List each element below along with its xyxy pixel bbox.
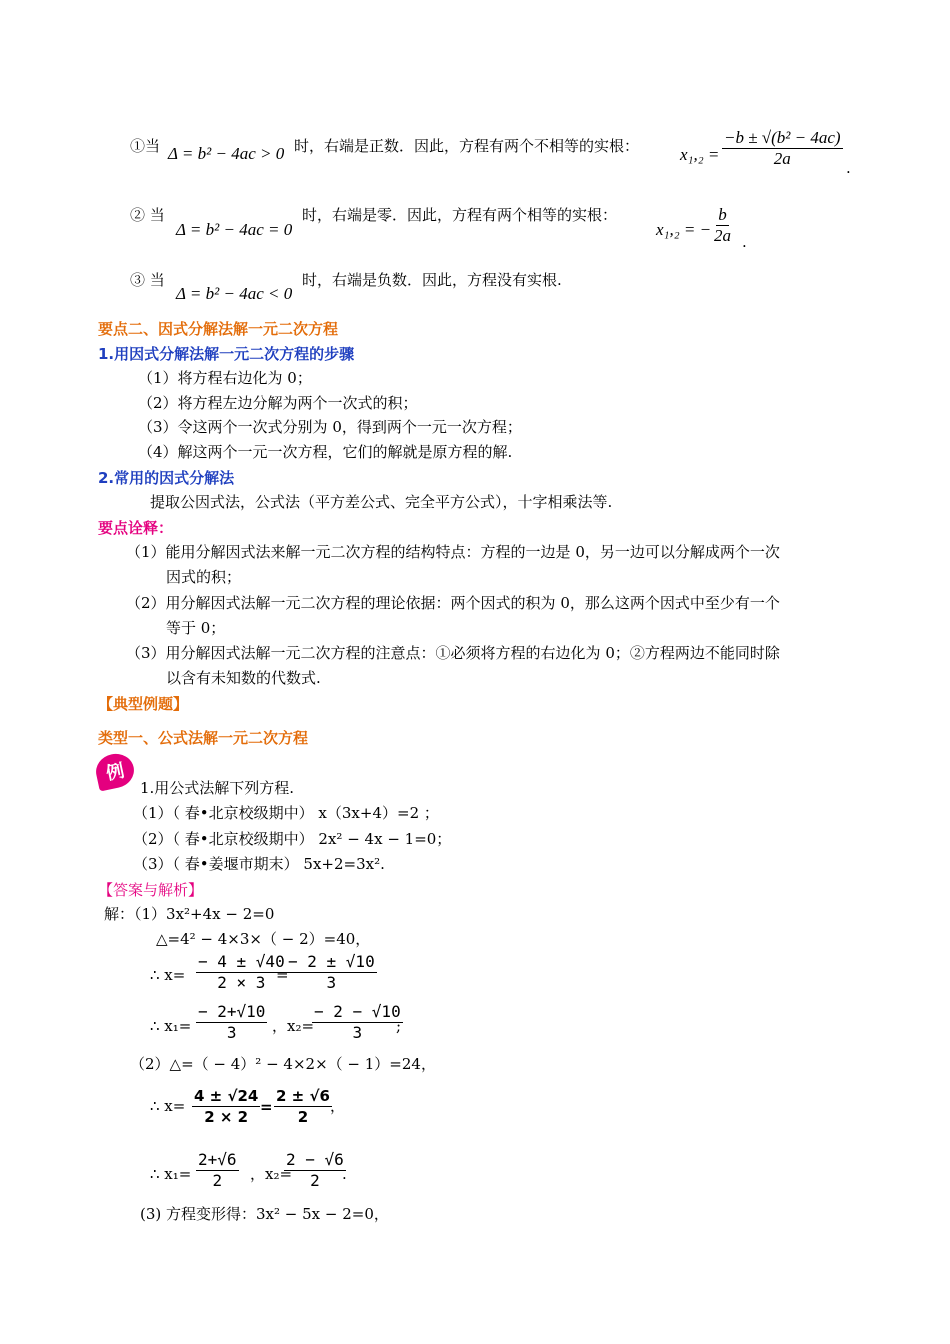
solution2-frac1 <box>192 1086 260 1127</box>
solution-x2-prefix: ，x₂= <box>272 1017 315 1035</box>
case1-root-den: 2a <box>773 149 791 168</box>
case2-root-lhs: x₁,₂ = − <box>656 220 712 239</box>
s2-frac1-den: 2 × 2 <box>204 1108 249 1126</box>
case2-root-den: 2a <box>714 226 731 245</box>
case3-formula: Δ = b² − 4ac < 0 <box>176 284 293 303</box>
solution-x-end: ; <box>396 1017 402 1035</box>
solution2-x1-prefix: ∴ x₁= <box>150 1165 192 1183</box>
frac1-num: − 4 ± √40 <box>198 952 285 971</box>
case3-text: 时，右端是负数．因此，方程没有实根. <box>302 271 562 289</box>
solution-x-frac2 <box>286 952 377 993</box>
answer-title: 【答案与解析】 <box>98 881 204 899</box>
step-2: （2）将方程左边分解为两个一次式的积； <box>138 394 418 412</box>
s2-x1-den: 2 <box>212 1171 223 1190</box>
x1-den: 3 <box>226 1023 237 1042</box>
question-3: （3）（ 春•姜堰市期末） 5x+2=3x². <box>133 855 385 873</box>
solution2-end: ， <box>330 1097 346 1115</box>
step-3: （3）令这两个一次式分别为 0，得到两个一元一次方程； <box>138 418 522 436</box>
case2-text: 时，右端是零．因此，方程有两个相等的实根： <box>302 206 618 224</box>
case2-marker: ② 当 <box>130 206 165 224</box>
x1-num: − 2+√10 <box>198 1002 266 1021</box>
solution-x1-frac <box>196 1002 267 1043</box>
examples-title: 【典型例题】 <box>98 695 189 713</box>
s2-x1-num: 2+√6 <box>198 1150 237 1169</box>
example-badge <box>93 750 137 791</box>
example-badge-label: 例 <box>104 760 127 785</box>
solution2-frac2 <box>274 1086 332 1127</box>
solution-line-8: (3) 方程变形得：3x² − 5x − 2=0， <box>140 1205 389 1223</box>
note-1-line2: 因式的积； <box>166 568 242 586</box>
s2-x2-num: 2 − √6 <box>286 1150 344 1169</box>
s2-frac1-num: 4 ± √24 <box>194 1087 259 1105</box>
case2-formula: Δ = b² − 4ac = 0 <box>176 220 293 239</box>
solution-x-frac1 <box>196 952 287 993</box>
solution-line-2: △=4² − 4×3×（ − 2）=40， <box>156 930 371 948</box>
frac2-num: − 2 ± √10 <box>288 952 375 971</box>
solution2-x1-frac <box>196 1150 239 1191</box>
solution2-x-end: . <box>342 1165 347 1183</box>
solution-x-prefix: ∴ x= <box>150 966 186 984</box>
note-3-line1: （3）用分解因式法解一元二次方程的注意点：①必须将方程的右边化为 0；②方程两边不能同时除 <box>126 644 780 662</box>
question-stem: 1.用公式法解下列方程. <box>140 779 295 797</box>
note-2-line2: 等于 0； <box>166 619 226 637</box>
case2-root-num: b <box>718 205 727 224</box>
section2-heading: 要点二、因式分解法解一元二次方程 <box>98 320 339 338</box>
note-2-line1: （2）用分解因式法解一元二次方程的理论依据：两个因式的积为 0，那么这两个因式中至少有一个 <box>126 594 780 612</box>
solution2-eq: = <box>260 1098 273 1116</box>
case1-text: 时，右端是正数．因此，方程有两个不相等的实根： <box>294 137 640 155</box>
section2-sub2: 2.常用的因式分解法 <box>98 469 235 487</box>
case2-end: . <box>742 233 747 251</box>
case2-root-fraction <box>712 205 733 246</box>
question-1: （1）（ 春•北京校级期中） x（3x+4）=2 ； <box>133 804 439 822</box>
case1-root-num: −b ± √(b² − 4ac) <box>724 128 841 147</box>
case1-formula: Δ = b² − 4ac > 0 <box>168 144 285 163</box>
solution-line-5: （2）△=（ − 4）² − 4×2×（ − 1）=24， <box>130 1055 436 1073</box>
solution-line-1: 解：（1）3x²+4x − 2=0 <box>104 905 275 923</box>
question-2: （2）（ 春•北京校级期中） 2x² − 4x − 1=0； <box>133 830 452 848</box>
solution2-x2-frac <box>284 1150 346 1191</box>
frac2-den: 3 <box>326 973 337 992</box>
section2-sub1: 1.用因式分解法解一元二次方程的步骤 <box>98 345 355 363</box>
solution2-x-prefix: ∴ x= <box>150 1097 186 1115</box>
solution-x2-frac <box>312 1002 403 1043</box>
notes-title: 要点诠释： <box>98 519 174 537</box>
step-1: （1）将方程右边化为 0； <box>138 369 312 387</box>
case1-marker: ①当 <box>130 137 161 155</box>
solution2-x2-prefix: ，x₂= <box>250 1165 293 1183</box>
methods-text: 提取公因式法，公式法（平方差公式、完全平方公式），十字相乘法等. <box>150 493 613 511</box>
s2-frac2-den: 2 <box>297 1108 309 1126</box>
note-1-line1: （1）能用分解因式法来解一元二次方程的结构特点：方程的一边是 0，另一边可以分解成两个一次 <box>126 543 780 561</box>
step-4: （4）解这两个一元一次方程，它们的解就是原方程的解. <box>138 443 513 461</box>
s2-frac2-num: 2 ± √6 <box>276 1087 330 1105</box>
type1-heading: 类型一、公式法解一元二次方程 <box>98 729 309 747</box>
x2-num: − 2 − √10 <box>314 1002 401 1021</box>
solution-x1-prefix: ∴ x₁= <box>150 1017 192 1035</box>
s2-x2-den: 2 <box>310 1171 320 1190</box>
case1-root-fraction <box>722 128 843 169</box>
x2-den: 3 <box>352 1023 363 1042</box>
solution-x-eq: = <box>276 966 289 984</box>
case3-marker: ③ 当 <box>130 271 165 289</box>
frac1-den: 2 × 3 <box>217 973 266 992</box>
case1-end: . <box>846 159 851 177</box>
note-3-line2: 以含有未知数的代数式. <box>166 669 321 687</box>
case1-root-lhs: x₁,₂ = <box>680 145 720 164</box>
